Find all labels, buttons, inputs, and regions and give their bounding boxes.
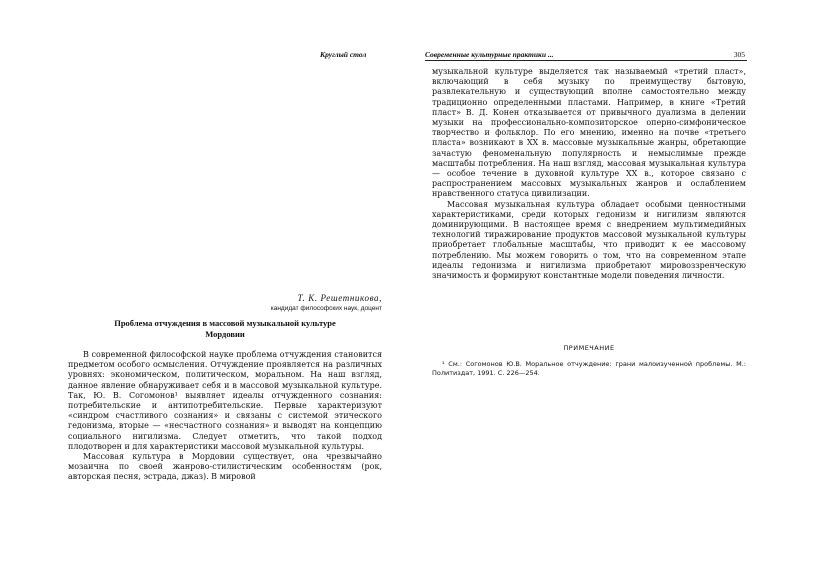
right-running-head-title: Современные культурные практики ... (425, 50, 554, 59)
page-number: 305 (733, 50, 745, 59)
right-running-head (425, 50, 745, 59)
notes-heading: ПРИМЕЧАНИЕ (563, 344, 615, 352)
footnote-1: ¹ См.: Согомонов Ю.В. Моральное отчуждение: грани малоизученной проблемы. М.: Политиздат, 1991. С. 226—254. (432, 360, 746, 377)
author-affiliation: кандидат философских наук, доцент (270, 305, 382, 312)
article-author: Т. К. Решетникова, (297, 293, 382, 303)
left-paragraph-2: Массовая культура в Мордовии существует, она чрезвычайно мозаична по своей жанрово-стилистическим особенностям (рок, авторская песня, эстрада, джаз). В мировой (68, 452, 382, 482)
right-paragraph-1: музыкальной культуре выделяется так называемый «третий пласт», включающий в себя музыку по преимуществу бытовую, развлекательную и существующий вполне самостоятельно между традиционно определенными пластами. Например, в книге «Третий пласт» В. Д. Конен отказывается от привычного дуализма в делении музыки на профессионально-композиторское оперно-симфоническое творчество и фольклор. По его мнению, именно на почве «третьего пласта» возникают в XX в. массовые музыкальные жанры, обретающие зачастую феноменальную популярность и немыслимые прежде масштабы потребления. На наш взгляд, массовая музыкальная культура — особое течение в духовной культуре XX в., которое связано с распространением массовых музыкальных жанров и ослаблением нравственного статуса цивилизации. (432, 67, 746, 199)
left-body-text (68, 350, 382, 483)
right-body-text (432, 67, 746, 281)
left-paragraph-1: В современной философской науке проблема отчуждения становится предметом особого осмысления. Отчуждение проявляется на различных уровнях: экономическом, политическом, моральном. На наш взгляд, данное явление обнаруживает себя и в массовой музыкальной культуре. Так, Ю. В. Согомонов¹ выявляет идеалы отчужденного сознания: потребительские и антипотребительские. Первые характеризуют «синдром счастливого сознания» и связаны с системой этического гедонизма, вторые — «несчастного сознания» и выводят на концепцию социального нигилизма. Следует отметить, что такой подход плодотворен и для характеристики массовой музыкальной культуры. (68, 350, 382, 451)
header-rule (425, 60, 747, 61)
left-running-head: Круглый стол (320, 50, 367, 59)
right-paragraph-2: Массовая музыкальная культура обладает особыми ценностными характеристиками, среди которых гедонизм и нигилизм являются доминирующими. В настоящее время с внедрением мультимедийных технологий тиражирование продуктов массовой музыкальной культуры приобретает глобальные масштабы, что приводит к ее массовому потреблению. Мы можем говорить о том, что на современном этапе идеалы гедонизма и нигилизма приобретают мировоззренческую значимость и формируют константные модели поведения личности. (432, 199, 746, 281)
article-title: Проблема отчуждения в массовой музыкальной культуре Мордовии (114, 318, 336, 339)
